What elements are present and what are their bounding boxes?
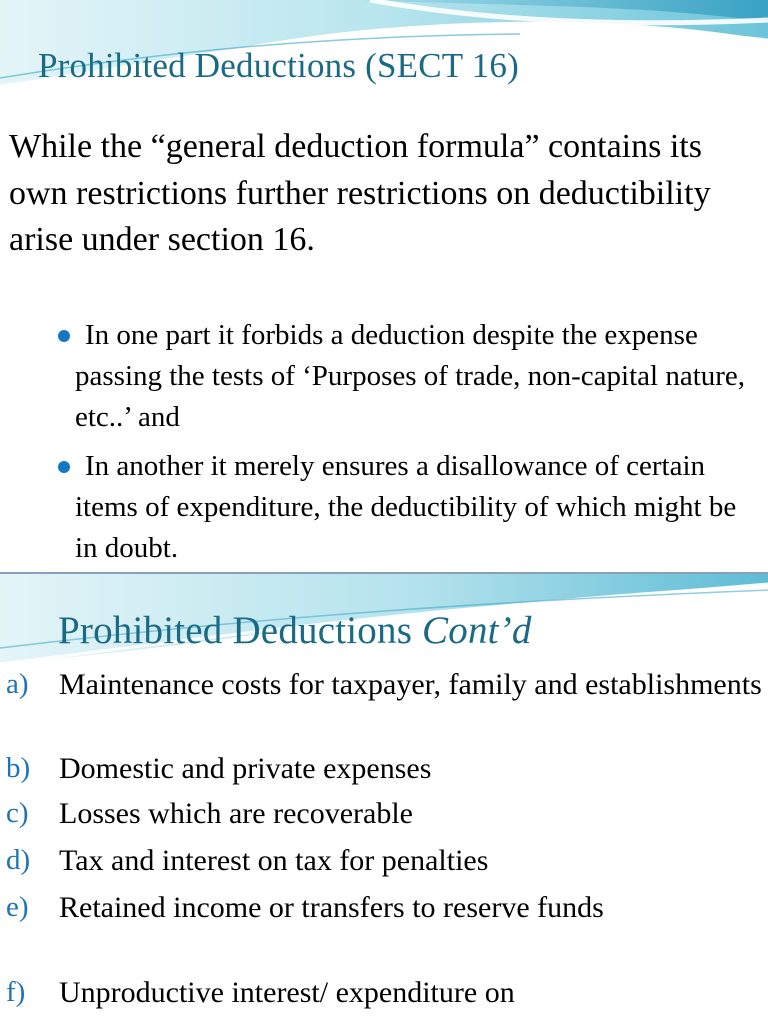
- list-text: Maintenance costs for taxpayer, family and establishments: [59, 668, 762, 701]
- slide-title-main: Prohibited Deductions: [58, 609, 423, 652]
- slide-2: [0, 574, 768, 1024]
- bullet-text: In one part it forbids a deduction despite the expense passing the tests of ‘Purposes of trade, non-capital nature, etc..’ and: [75, 319, 746, 433]
- bullet-dot-icon: [58, 461, 70, 473]
- list-text: Tax and interest on tax for penalties: [59, 844, 489, 877]
- bullet-item: [75, 446, 765, 569]
- list-text: Losses which are recoverable: [59, 797, 413, 830]
- bullet-item: [75, 315, 765, 438]
- list-text: Retained income or transfers to reserve funds: [59, 891, 604, 924]
- intro-paragraph: While the “general deduction formula” contains its own restrictions further restrictions on deductibility arise under section 16.: [9, 128, 711, 258]
- list-letter: e): [6, 891, 29, 923]
- list-letter: c): [6, 797, 29, 829]
- bullet-dot-icon: [58, 330, 70, 342]
- slide-title: [58, 608, 532, 653]
- list-letter: f): [6, 976, 26, 1008]
- list-letter: d): [6, 844, 31, 876]
- list-letter: a): [6, 668, 29, 700]
- bullet-text: In another it merely ensures a disallowance of certain items of expenditure, the deductibility of which might be in doubt.: [75, 450, 737, 564]
- slide-title: Prohibited Deductions (SECT 16): [38, 46, 519, 85]
- list-text: Unproductive interest/ expenditure on: [59, 976, 515, 1009]
- list-letter: b): [6, 752, 31, 784]
- list-text: Domestic and private expenses: [59, 752, 432, 785]
- slide-title-italic: Cont’d: [422, 609, 532, 652]
